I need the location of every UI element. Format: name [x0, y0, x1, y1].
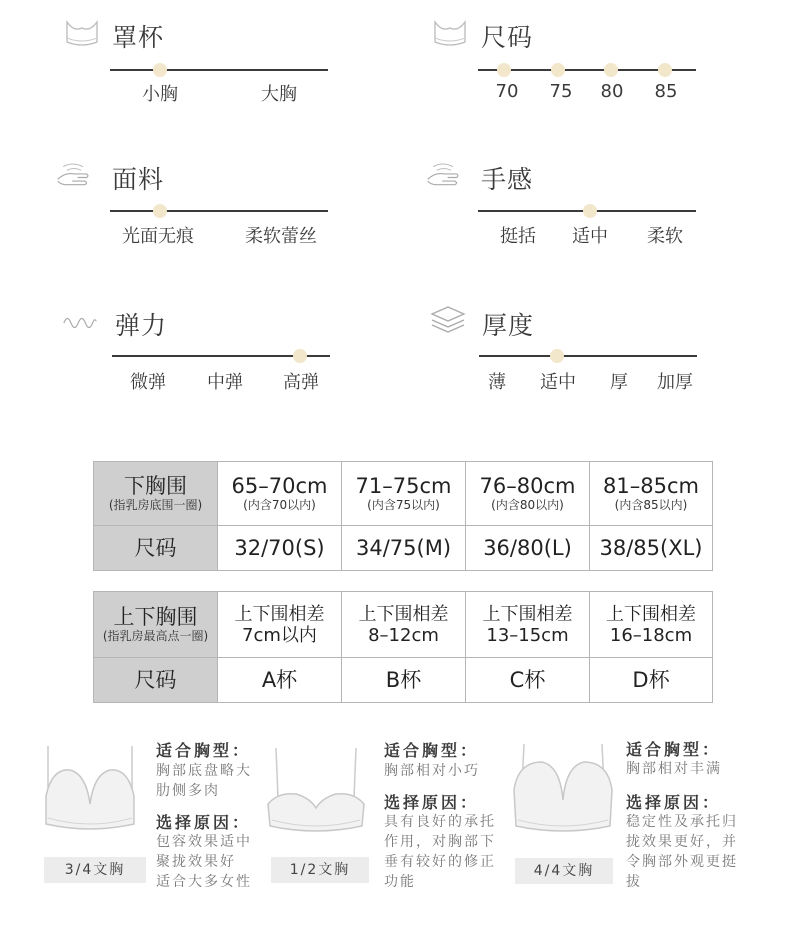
reason-line: 具有良好的承托	[384, 814, 496, 830]
size-label: 80	[600, 81, 624, 102]
suit-line: 胸部相对小巧	[384, 763, 480, 779]
size-label: 85	[654, 81, 678, 102]
cup-title: 罩杯	[112, 23, 165, 52]
fabric-line	[110, 210, 328, 212]
cup-diff-line2: 7cm以内	[242, 624, 317, 646]
cup-diff-line1: 上下围相差	[482, 603, 573, 625]
table-row	[94, 592, 713, 658]
cup-label: 大胸	[261, 84, 297, 105]
elasticity-title: 弹力	[115, 311, 168, 340]
cup-line	[110, 69, 328, 71]
feel-title: 手感	[481, 165, 534, 194]
size-indicator	[658, 63, 672, 77]
bra-4-4-illustration	[508, 740, 618, 840]
size-label: 70	[495, 81, 519, 102]
cup-diff-cell	[590, 592, 713, 658]
table-row	[94, 526, 713, 571]
suit-heading: 适合胸型：	[156, 741, 252, 760]
reason-text	[156, 832, 252, 892]
cup-cell: C杯	[466, 658, 590, 703]
cup-cell: D杯	[590, 658, 713, 703]
bra-1-2-illustration	[264, 742, 368, 838]
reason-line: 包容效果适中	[156, 834, 252, 850]
thickness-label: 适中	[540, 372, 576, 393]
size-label: 75	[549, 81, 573, 102]
thickness-indicator	[550, 349, 564, 363]
suit-line: 胸部底盘略大	[156, 763, 252, 779]
cup-diff-line2: 16–18cm	[609, 624, 693, 646]
size-cell: 36/80(L)	[466, 526, 590, 571]
suit-heading: 适合胸型：	[626, 740, 722, 759]
reason-text	[626, 812, 738, 892]
band-header-cell	[94, 462, 218, 526]
cup-indicator	[153, 63, 167, 77]
suit-heading: 适合胸型：	[384, 741, 480, 760]
cup-size-table	[93, 591, 713, 703]
fabric-label: 光面无痕	[122, 226, 194, 247]
band-range-cell	[466, 462, 590, 526]
cup-header-note: (指乳房最高点一圈)	[102, 629, 209, 643]
size-cell: 34/75(M)	[342, 526, 466, 571]
cup-header-cell	[94, 592, 218, 658]
bra-4-4-label: 4/4文胸	[515, 858, 613, 884]
elasticity-label: 高弹	[283, 372, 319, 393]
bra-icon	[64, 18, 100, 48]
band-range-cell	[342, 462, 466, 526]
layers-icon	[430, 304, 466, 334]
thickness-label: 薄	[488, 372, 506, 393]
bra-1-2-label: 1/2文胸	[271, 857, 369, 883]
band-range-note: (内含70以内)	[243, 498, 316, 512]
reason-text	[384, 812, 496, 892]
suit-line: 胸部相对丰满	[626, 761, 722, 777]
reason-line: 令胸部外观更挺	[626, 854, 738, 870]
elasticity-label: 微弹	[130, 372, 166, 393]
band-range: 71–75cm	[355, 474, 452, 498]
band-header-note: (指乳房底围一圈)	[108, 498, 203, 512]
size-cell: 38/85(XL)	[590, 526, 713, 571]
hand-icon	[426, 158, 462, 188]
thickness-title: 厚度	[482, 311, 535, 340]
reason-line: 聚拢效果好	[156, 854, 236, 870]
suit-text	[626, 759, 722, 779]
reason-line: 拔	[626, 874, 642, 890]
reason-line: 功能	[384, 874, 416, 890]
cup-diff-line2: 8–12cm	[368, 624, 439, 646]
band-range-cell	[218, 462, 342, 526]
band-range-note: (内含80以内)	[491, 498, 564, 512]
cup-header-title: 上下胸围	[113, 605, 198, 629]
band-range-cell	[590, 462, 713, 526]
suit-text	[384, 761, 480, 781]
bra-3-4-illustration	[40, 740, 140, 836]
size-title: 尺码	[481, 23, 534, 52]
fabric-label: 柔软蕾丝	[245, 226, 317, 247]
cup-label: 小胸	[142, 84, 178, 105]
cup-diff-line2: 13–15cm	[486, 624, 569, 646]
cup-diff-cell	[466, 592, 590, 658]
band-range-note: (内含75以内)	[367, 498, 440, 512]
suit-text	[156, 761, 252, 801]
suit-line: 肋侧多肉	[156, 783, 220, 799]
size-cell: 32/70(S)	[218, 526, 342, 571]
band-header-title: 下胸围	[124, 474, 187, 498]
bra-icon	[432, 18, 468, 48]
reason-line: 适合大多女性	[156, 874, 252, 890]
band-range: 65–70cm	[231, 474, 328, 498]
cup-cell: A杯	[218, 658, 342, 703]
cup-diff-cell	[218, 592, 342, 658]
table-row	[94, 462, 713, 526]
feel-label: 挺括	[500, 226, 536, 247]
elasticity-indicator	[293, 349, 307, 363]
size-indicator	[604, 63, 618, 77]
band-range: 76–80cm	[479, 474, 576, 498]
thickness-label: 加厚	[657, 372, 693, 393]
reason-heading: 选择原因：	[384, 793, 480, 812]
size-indicator	[497, 63, 511, 77]
reason-line: 稳定性及承托归	[626, 814, 738, 830]
cup-diff-line1: 上下围相差	[358, 603, 449, 625]
size-indicator	[551, 63, 565, 77]
cup-diff-line1: 上下围相差	[234, 603, 325, 625]
band-range: 81–85cm	[603, 474, 699, 498]
cup-cell: B杯	[342, 658, 466, 703]
feel-label: 柔软	[647, 226, 683, 247]
reason-line: 作用，对胸部下	[384, 834, 496, 850]
band-range-note: (内含85以内)	[614, 498, 688, 512]
stretch-icon	[62, 308, 98, 338]
band-size-table	[93, 461, 713, 571]
bra-3-4-label: 3/4文胸	[44, 857, 146, 883]
feel-label: 适中	[572, 226, 608, 247]
thickness-label: 厚	[610, 372, 628, 393]
reason-line: 垂有较好的修正	[384, 854, 496, 870]
cup-diff-cell	[342, 592, 466, 658]
hand-icon	[56, 158, 92, 188]
reason-line: 拢效果更好，并	[626, 834, 738, 850]
table-row	[94, 658, 713, 703]
elasticity-label: 中弹	[207, 372, 243, 393]
cup-diff-line1: 上下围相差	[606, 603, 696, 625]
reason-heading: 选择原因：	[626, 793, 722, 812]
thickness-line	[479, 355, 697, 357]
size-label-cell: 尺码	[94, 526, 218, 571]
fabric-indicator	[153, 204, 167, 218]
cup-size-label-cell: 尺码	[94, 658, 218, 703]
reason-heading: 选择原因：	[156, 813, 252, 832]
fabric-title: 面料	[112, 165, 165, 194]
feel-indicator	[583, 204, 597, 218]
